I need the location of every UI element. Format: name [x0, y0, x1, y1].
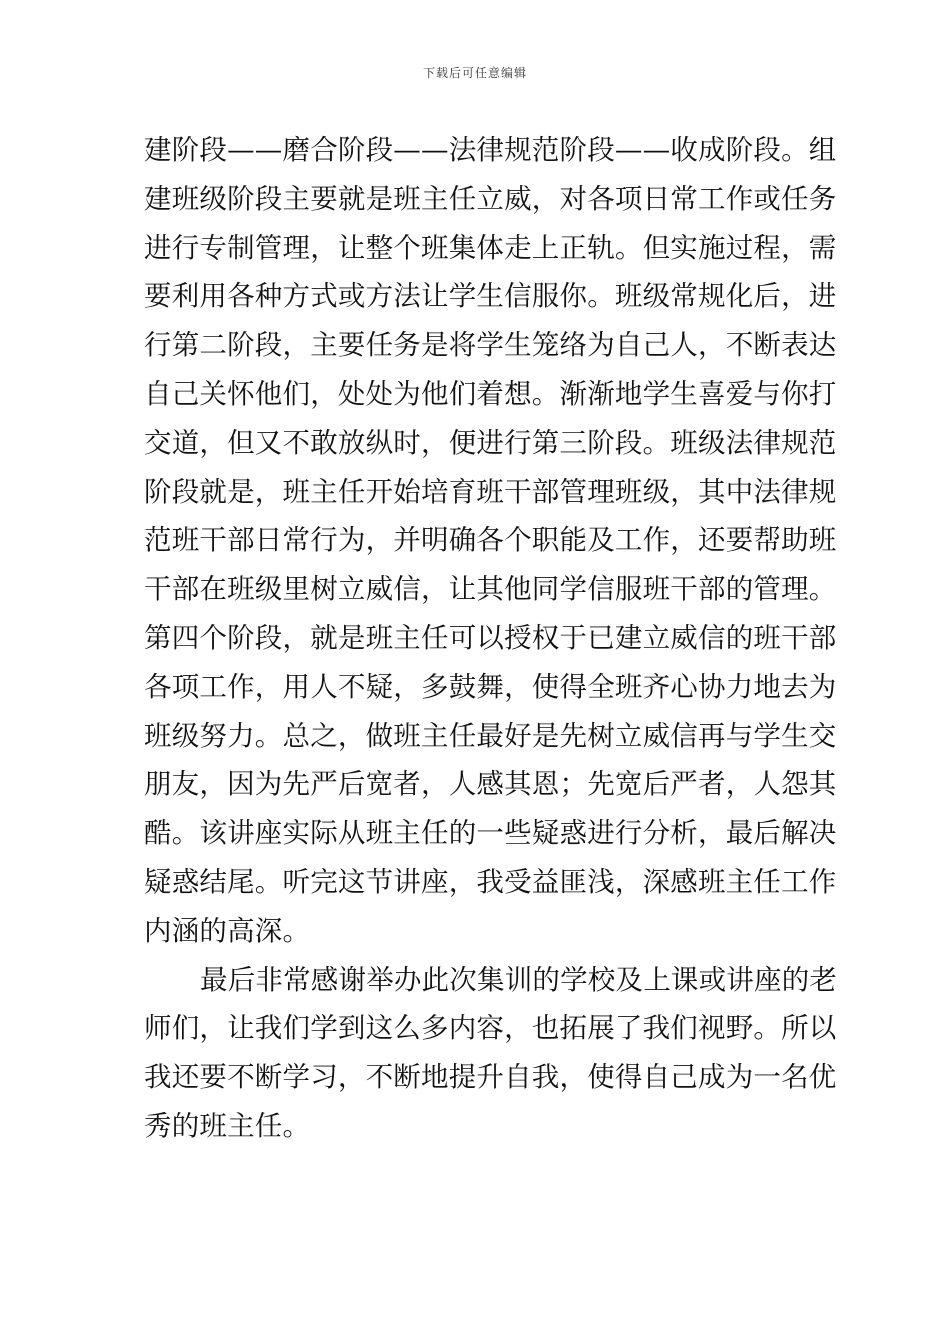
text-line: 行第二阶段，主要任务是将学生笼络为自己人，不断表达: [144, 329, 837, 362]
text-line: 各项工作，用人不疑，多鼓舞，使得全班齐心协力地去为: [144, 670, 837, 703]
text-line: 班级努力。总之，做班主任最好是先树立威信再与学生交: [144, 719, 837, 752]
text-line: 疑惑结尾。听完这节讲座，我受益匪浅，深感班主任工作: [144, 865, 837, 898]
text-line: 自己关怀他们，处处为他们着想。渐渐地学生喜爱与你打: [144, 377, 837, 410]
text-line: 第四个阶段，就是班主任可以授权于已建立威信的班干部: [144, 621, 837, 654]
text-line: 范班干部日常行为，并明确各个职能及工作，还要帮助班: [144, 524, 837, 557]
paragraph-2: [144, 956, 838, 1151]
text-line: 交道，但又不敢放纵时，便进行第三阶段。班级法律规范: [144, 426, 837, 459]
text-line: 我还要不断学习，不断地提升自我，使得自己成为一名优: [144, 1061, 837, 1094]
text-line: 师们，让我们学到这么多内容，也拓展了我们视野。所以: [144, 1012, 837, 1045]
text-line: 进行专制管理，让整个班集体走上正轨。但实施过程，需: [144, 231, 837, 264]
body-text: [144, 126, 838, 1151]
text-line: 内涵的高深。: [144, 914, 311, 947]
text-line: 阶段就是，班主任开始培育班干部管理班级，其中法律规: [144, 475, 837, 508]
text-line: 要利用各种方式或方法让学生信服你。班级常规化后，进: [144, 280, 837, 313]
text-line: 朋友，因为先严后宽者，人感其恩；先宽后严者，人怨其: [144, 768, 837, 801]
text-line: 建班级阶段主要就是班主任立威，对各项日常工作或任务: [144, 182, 837, 215]
paragraph-1: [144, 126, 837, 956]
text-line: 建阶段——磨合阶段——法律规范阶段——收成阶段。组: [144, 134, 837, 166]
text-line: 酷。该讲座实际从班主任的一些疑惑进行分析，最后解决: [144, 817, 837, 850]
text-line: 秀的班主任。: [144, 1109, 311, 1142]
text-line: 干部在班级里树立威信，让其他同学信服班干部的管理。: [144, 573, 837, 606]
text-line: 最后非常感谢举办此次集训的学校及上课或讲座的老: [200, 963, 838, 996]
page-header: 下载后可任意编辑: [422, 66, 527, 80]
